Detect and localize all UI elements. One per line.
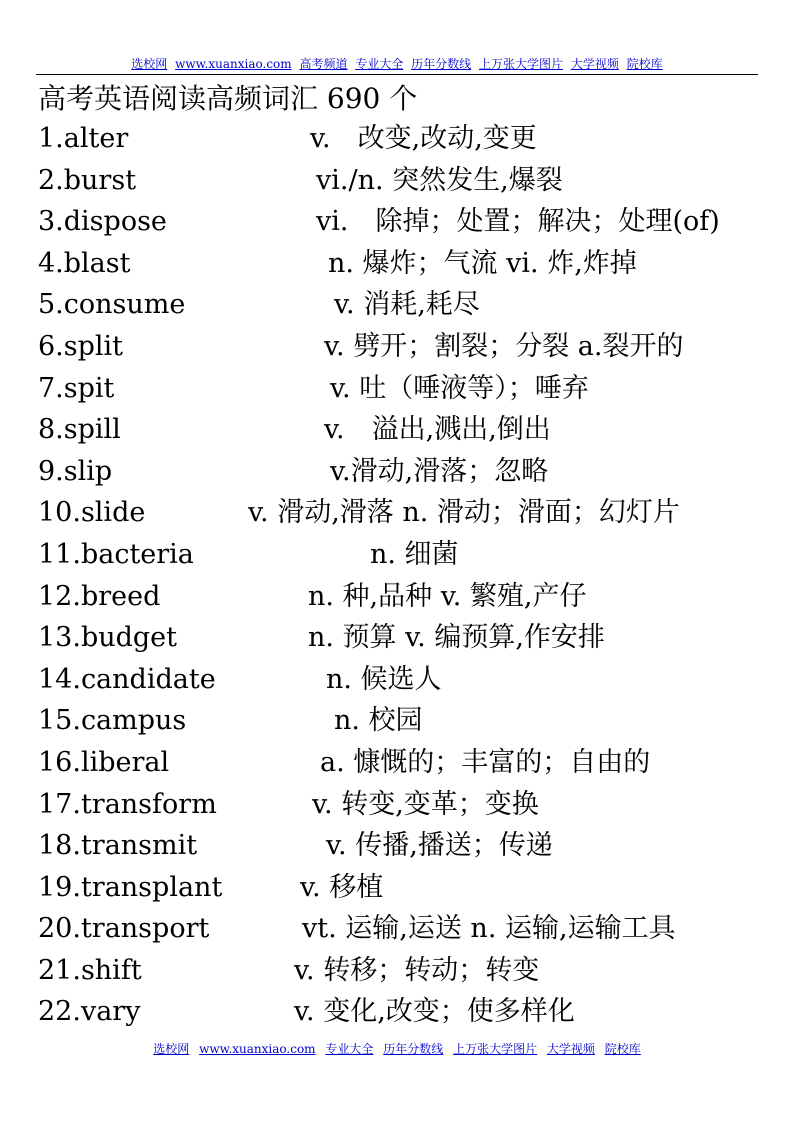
vocab-definition: n. 种,品种 v. 繁殖,产仔 bbox=[308, 580, 587, 612]
header-link-schools[interactable]: 院校库 bbox=[626, 57, 663, 71]
vocab-word: 20.transport bbox=[38, 913, 210, 945]
footer-link-photos[interactable]: 上万张大学图片 bbox=[453, 1042, 538, 1056]
vocab-definition: n. 校园 bbox=[334, 705, 423, 737]
vocab-entry bbox=[0, 451, 794, 493]
header-link-xuanxiao[interactable]: 选校网 bbox=[131, 57, 168, 71]
vocab-word: 5.consume bbox=[38, 289, 186, 321]
vocab-definition: n. 候选人 bbox=[326, 663, 442, 695]
vocab-entry bbox=[0, 243, 794, 285]
vocab-definition: v. 吐（唾液等）；唾弃 bbox=[330, 372, 589, 404]
vocab-entry bbox=[0, 118, 794, 160]
vocab-word: 7.spit bbox=[38, 372, 115, 404]
vocab-entry bbox=[0, 492, 794, 534]
vocab-entry bbox=[0, 201, 794, 243]
vocab-entry bbox=[0, 991, 794, 1033]
footer-link-videos[interactable]: 大学视频 bbox=[546, 1042, 595, 1056]
footer-link-schools[interactable]: 院校库 bbox=[604, 1042, 641, 1056]
vocab-word: 22.vary bbox=[38, 996, 141, 1028]
vocab-word: 21.shift bbox=[38, 954, 142, 986]
vocab-entry bbox=[0, 908, 794, 950]
vocab-entry bbox=[0, 867, 794, 909]
vocab-entry bbox=[0, 409, 794, 451]
footer-link-majors[interactable]: 专业大全 bbox=[325, 1042, 374, 1056]
vocab-word: 2.burst bbox=[38, 164, 137, 196]
vocab-definition: v. 溢出,溅出,倒出 bbox=[324, 414, 551, 446]
vocab-definition: v. 转变,变革；变换 bbox=[312, 788, 539, 820]
vocab-definition: n. 爆炸；气流 vi. 炸,炸掉 bbox=[328, 247, 637, 279]
header-link-majors[interactable]: 专业大全 bbox=[355, 57, 404, 71]
vocab-entry bbox=[0, 825, 794, 867]
header-link-scores[interactable]: 历年分数线 bbox=[411, 57, 472, 71]
vocab-entry bbox=[0, 950, 794, 992]
header-divider bbox=[36, 74, 758, 75]
header-link-photos[interactable]: 上万张大学图片 bbox=[479, 57, 564, 71]
vocab-definition: v. 改变,改动,变更 bbox=[310, 123, 537, 154]
vocab-definition: n. 预算 v. 编预算,作安排 bbox=[308, 622, 605, 654]
vocab-definition: vi. 除掉；处置；解决；处理(of) bbox=[316, 206, 720, 238]
vocab-word: 3.dispose bbox=[38, 206, 167, 238]
vocab-entry bbox=[0, 368, 794, 410]
vocab-definition: vt. 运输,运送 n. 运输,运输工具 bbox=[302, 913, 676, 945]
vocab-word: 18.transmit bbox=[38, 830, 198, 862]
vocab-definition: vi./n. 突然发生,爆裂 bbox=[316, 164, 563, 196]
header-links bbox=[0, 57, 794, 71]
vocab-entry bbox=[0, 784, 794, 826]
vocab-word: 10.slide bbox=[38, 497, 146, 529]
vocab-entry bbox=[0, 576, 794, 618]
vocab-entry bbox=[0, 700, 794, 742]
page-title: 高考英语阅读高频词汇 690 个 bbox=[38, 82, 418, 115]
vocab-definition: v. 劈开；割裂；分裂 a.裂开的 bbox=[324, 330, 684, 362]
vocab-word: 11.bacteria bbox=[38, 538, 194, 570]
vocab-definition: v. 变化,改变；使多样化 bbox=[294, 996, 575, 1028]
vocab-entry bbox=[0, 326, 794, 368]
vocab-entry bbox=[0, 160, 794, 202]
vocab-list bbox=[0, 118, 794, 1033]
vocab-word: 19.transplant bbox=[38, 871, 223, 903]
vocab-definition: a. 慷慨的；丰富的；自由的 bbox=[320, 746, 651, 778]
vocab-word: 1.alter bbox=[38, 123, 129, 154]
footer-link-xuanxiao[interactable]: 选校网 bbox=[153, 1042, 190, 1056]
vocab-entry bbox=[0, 659, 794, 701]
footer-link-scores[interactable]: 历年分数线 bbox=[383, 1042, 444, 1056]
vocab-definition: v. 滑动,滑落 n. 滑动；滑面；幻灯片 bbox=[248, 497, 680, 529]
vocab-definition: v. 移植 bbox=[300, 871, 384, 903]
header-link-website[interactable]: www.xuanxiao.com bbox=[175, 57, 292, 71]
vocab-definition: v. 转移；转动；转变 bbox=[294, 954, 540, 986]
vocab-word: 17.transform bbox=[38, 788, 217, 820]
vocab-definition: v. 传播,播送；传递 bbox=[326, 830, 553, 862]
header-link-gaokao[interactable]: 高考频道 bbox=[299, 57, 348, 71]
vocab-entry bbox=[0, 617, 794, 659]
vocab-entry bbox=[0, 534, 794, 576]
header-link-videos[interactable]: 大学视频 bbox=[570, 57, 619, 71]
vocab-word: 8.spill bbox=[38, 414, 121, 446]
vocab-word: 13.budget bbox=[38, 622, 178, 654]
vocab-definition: v. 消耗,耗尽 bbox=[334, 289, 480, 321]
vocab-word: 9.slip bbox=[38, 455, 113, 487]
vocab-word: 6.split bbox=[38, 330, 124, 362]
vocab-entry bbox=[0, 742, 794, 784]
footer-links bbox=[0, 1042, 794, 1056]
vocab-definition: v.滑动,滑落；忽略 bbox=[330, 455, 549, 487]
vocab-word: 15.campus bbox=[38, 705, 187, 737]
vocab-entry bbox=[0, 284, 794, 326]
vocab-definition: n. 细菌 bbox=[370, 538, 459, 570]
vocab-word: 12.breed bbox=[38, 580, 161, 612]
vocab-word: 4.blast bbox=[38, 247, 131, 279]
vocab-word: 14.candidate bbox=[38, 663, 216, 695]
footer-link-website[interactable]: www.xuanxiao.com bbox=[199, 1042, 316, 1056]
vocab-word: 16.liberal bbox=[38, 746, 170, 778]
